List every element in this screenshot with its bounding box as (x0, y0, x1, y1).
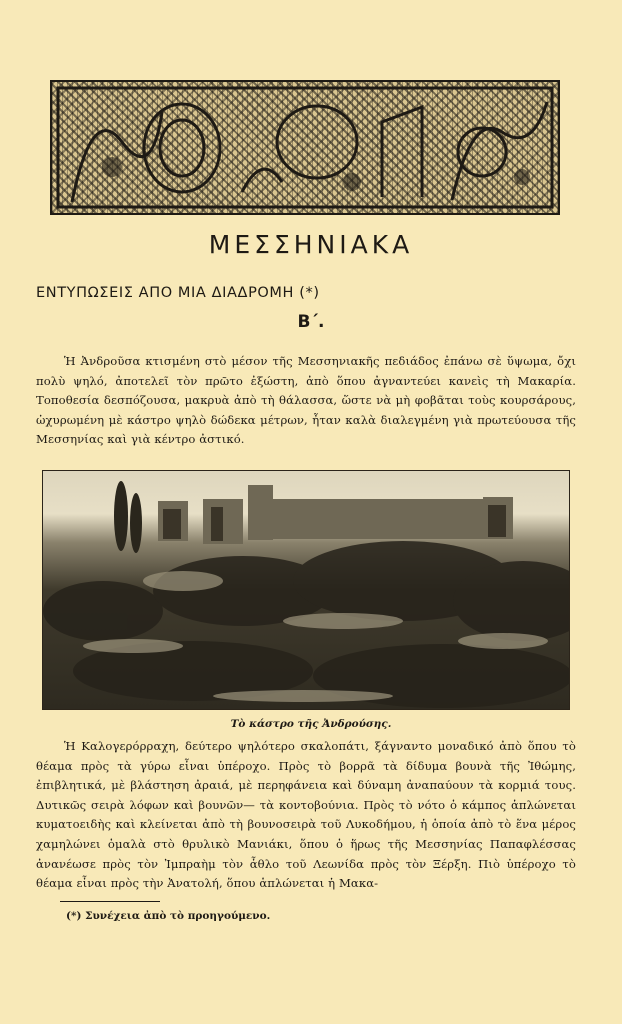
footnote-divider (60, 901, 160, 902)
castle-photo (42, 470, 570, 710)
photo-caption: Τὸ κάστρο τῆς Ἀνδρούσης. (230, 718, 392, 730)
page-title: ΜΕΣΣΗΝΙΑΚΑ (208, 230, 414, 259)
part-number: Β΄. (297, 312, 325, 332)
ornamental-header-image (50, 80, 560, 215)
paragraph-2: Ἡ Καλογερόρραχη, δεύτερο ψηλότερο σκαλοπάτι, ξάγναντο μοναδικό ἀπὸ ὅπου τὸ θέαμα πρὸς τὰ γύρω εἶναι ὑπέροχο. Πρὸς τὸ βορρᾶ τὰ δίδυμα βουνὰ τῆς Ἰθώμης, ἐπιβλητικά, μὲ βλάστηση ἀραιά, μὲ περηφάνεια καὶ δύναμη ἀναπαύουν τὰ κορμιά τους. Δυτικῶς σειρὰ λόφων καὶ βουνῶν— τὰ κοντοβούνια. Πρὸς τὸ νότο ὁ κάμπος ἁπλώνεται κυματοειδὴς καὶ κλείνεται ἀπὸ τὴ βουνοσειρὰ τοῦ Λυκοδήμου, ἡ ὁποία ἀπὸ τὸ ἕνα μέρος χαμηλώνει ὁμαλὰ στὸ θρυλικὸ Μανιάκι, ὅπου ὁ ἥρως τῆς Μεσσηνίας Παπαφλέσσας ἀνανέωσε πρὸς τὸν Ἰμπραὴμ τὸν ἆθλο τοῦ Λεωνίδα πρὸς τὸν Ξέρξη. Πιὸ ὑπέροχο τὸ θέαμα εἶναι πρὸς τὴν Ἀνατολή, ὅπου ἁπλώνεται ἡ Μακα- (36, 739, 576, 891)
article-subtitle: ΕΝΤΥΠΩΣΕΙΣ ΑΠΟ ΜΙΑ ΔΙΑΔΡΟΜΗ (*) (36, 285, 320, 301)
paragraph-1: Ἡ Ἀνδροῦσα κτισμένη στὸ μέσον τῆς Μεσσηνιακῆς πεδιάδος ἐπάνω σὲ ὕψωμα, ὄχι πολὺ ψηλό, ἀποτελεῖ τὸν πρῶτο ἐξώστη, ἀπὸ ὅπου ἀγναντεύει κανεὶς τὴ Μακαρία. Τοποθεσία δεσπόζουσα, μακρυὰ ἀπὸ τὴ θάλασσα, ὥστε νὰ μὴ φοβᾶται τοὺς κουρσάρους, ὠχυρωμένη μὲ κάστρο ψηλὸ δώδεκα μέτρων, ἦταν καλὰ διαλεγμένη γιὰ πρωτεύουσα τῆς Μεσσηνίας καὶ γιὰ κέντρο ἀστικό. (36, 354, 576, 447)
footnote: (*) Συνέχεια ἀπὸ τὸ προηγούμενο. (66, 910, 271, 922)
